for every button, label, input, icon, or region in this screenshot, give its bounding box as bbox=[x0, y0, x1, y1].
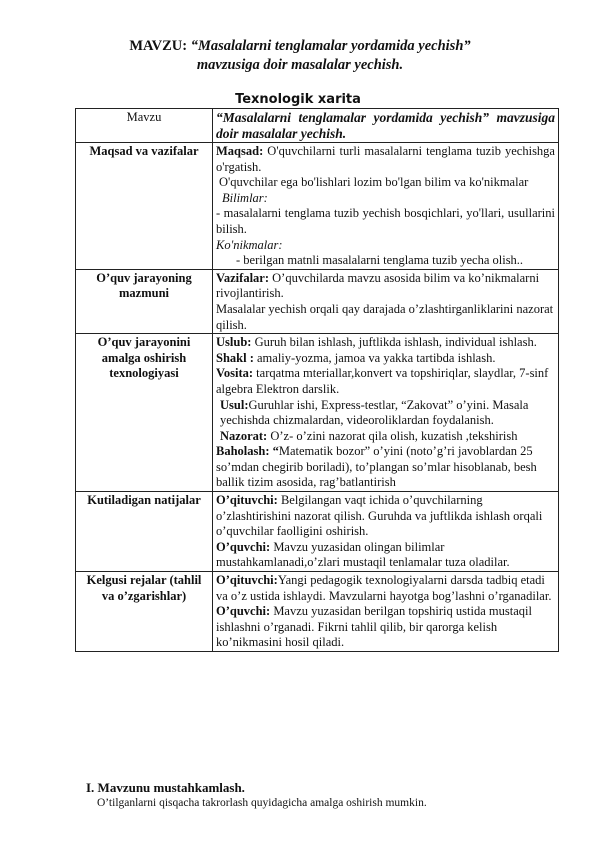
vosita-text: tarqatma mteriallar,konvert va topshiriqlar, slaydlar, 7-sinf algebra Elektron darslik. bbox=[216, 366, 549, 396]
shakl-text: amaliy-yozma, jamoa va yakka tartibda ishlash. bbox=[253, 350, 496, 365]
shakl-bold: Shakl : bbox=[216, 350, 254, 365]
title-line-1: “Masalalarni tenglamalar yordamida yechish” bbox=[190, 38, 471, 54]
title-line-2: mavzusiga doir masalalar yechish. bbox=[196, 57, 404, 73]
maqsad-bold: Maqsad: bbox=[216, 144, 264, 158]
value-natija bbox=[213, 492, 559, 572]
rejalar-teacher-bold: O’qituvchi: bbox=[216, 573, 278, 588]
maqsad-konikmalar-item: - berilgan matnli masalalarni tenglama tuzib yecha olish.. bbox=[236, 253, 524, 268]
usul-text: Guruhlar ishi, Express-testlar, “Zakovat” o’yini. Masala yechishda chizmalardan, videoroliklardan foydalanish. bbox=[220, 397, 529, 428]
value-texnologiya bbox=[213, 334, 559, 492]
natija-teacher-text: Belgilangan vaqt ichida o’quvchilarning o’zlashtirishini nazorat qilish. Guruhda va juftlikda ishlash orqali o’quvchilar faolligini oshirish. bbox=[216, 493, 543, 539]
mazmun-text-1: O’quvchilarda mavzu asosida bilim va ko’nikmalarni rivojlantirish. bbox=[216, 270, 540, 301]
table-row-natija bbox=[76, 492, 559, 572]
label-rejalar: Kelgusi rejalar (tahlil va o’zgarishlar) bbox=[76, 572, 213, 652]
value-mavzu: “Masalalarni tenglamalar yordamida yechish” mavzusiga doir masalalar yechish. bbox=[213, 109, 559, 143]
uslub-text: Guruh bilan ishlash, juftlikda ishlash, individual ishlash. bbox=[251, 335, 537, 350]
label-natija: Kutiladigan natijalar bbox=[76, 492, 213, 572]
mazmun-bold: Vazifalar: bbox=[216, 270, 269, 285]
document-subtitle: Texnologik xarita bbox=[235, 92, 361, 107]
label-mavzu: Mavzu bbox=[76, 109, 213, 143]
rejalar-student-text: Mavzu yuzasidan berilgan topshiriq ustida mustaqil ishlashni o’rganadi. Fikrni tahlil qilib, bir qarorga kelish ko’nikmasini hosil qiladi. bbox=[216, 604, 532, 650]
maqsad-text: O'quvchilarni turli masalalarni tenglama tuzib yechishga o'rgatish. bbox=[216, 144, 555, 174]
maqsad-konikmalar-heading: Ko'nikmalar: bbox=[216, 237, 283, 252]
table-row-maqsad bbox=[76, 143, 559, 270]
usul-bold: Usul: bbox=[220, 397, 249, 412]
rejalar-teacher-text: Yangi pedagogik texnologiyalarni darsda tadbiq etadi va o’z ustida ishlaydi. Mavzularni hayotga bog’lashni o’rganadilar. bbox=[216, 573, 552, 603]
value-maqsad bbox=[213, 143, 559, 270]
baholash-bold: Baholash: “ bbox=[216, 444, 279, 459]
section-heading: I. Mavzunu mustahkamlash. bbox=[86, 780, 245, 795]
natija-student-text: Mavzu yuzasidan olingan bilimlar mustahkamlanadi,o’zlari mustaqil tenlamalar tuza oladilar. bbox=[216, 539, 510, 570]
nazorat-text: O’z- o’zini nazorat qila olish, kuzatish ,tekshirish bbox=[267, 428, 518, 443]
natija-student-bold: O’quvchi: bbox=[216, 539, 271, 554]
table-row-texnologiya bbox=[76, 334, 559, 492]
technology-map-table bbox=[75, 108, 559, 652]
vosita-bold: Vosita: bbox=[216, 366, 254, 381]
uslub-bold: Uslub: bbox=[216, 335, 252, 350]
table-row-mavzu bbox=[76, 109, 559, 143]
nazorat-bold: Nazorat: bbox=[220, 428, 268, 443]
label-maqsad: Maqsad va vazifalar bbox=[76, 143, 213, 270]
mazmun-text-2: Masalalar yechish orqali qay darajada o’zlashtirganliklarini nazorat qilish. bbox=[216, 301, 554, 332]
document-title bbox=[60, 37, 540, 75]
value-rejalar bbox=[213, 572, 559, 652]
title-prefix: MAVZU: bbox=[129, 38, 188, 54]
maqsad-skills-intro: O'quvchilar ega bo'lishlari lozim bo'lgan bilim va ko'nikmalar bbox=[219, 175, 529, 190]
table-row-rejalar bbox=[76, 572, 559, 652]
maqsad-bilimlar-heading: Bilimlar: bbox=[222, 190, 268, 205]
rejalar-student-bold: O’quvchi: bbox=[216, 604, 271, 619]
maqsad-bilimlar-item: - masalalarni tenglama tuzib yechish bosqichlari, yo'llari, usullarini bilish. bbox=[216, 206, 555, 236]
natija-teacher-bold: O’qituvchi: bbox=[216, 493, 278, 508]
table-row-mazmun bbox=[76, 269, 559, 333]
value-mazmun bbox=[213, 269, 559, 333]
label-mazmun: O’quv jarayoning mazmuni bbox=[76, 269, 213, 333]
section-note: O’tilganlarni qisqacha takrorlash quyidagicha amalga oshirish mumkin. bbox=[97, 797, 427, 809]
baholash-text: Matematik bozor” o’yini (noto’g’ri javoblardan 25 so’mdan chegirib boriladi), to’plangan so’mlar hisoblanab, besh ballik tizim asosida, rag’batlantirish bbox=[216, 444, 537, 490]
label-texnologiya: O’quv jarayonini amalga oshirish texnologiyasi bbox=[76, 334, 213, 492]
